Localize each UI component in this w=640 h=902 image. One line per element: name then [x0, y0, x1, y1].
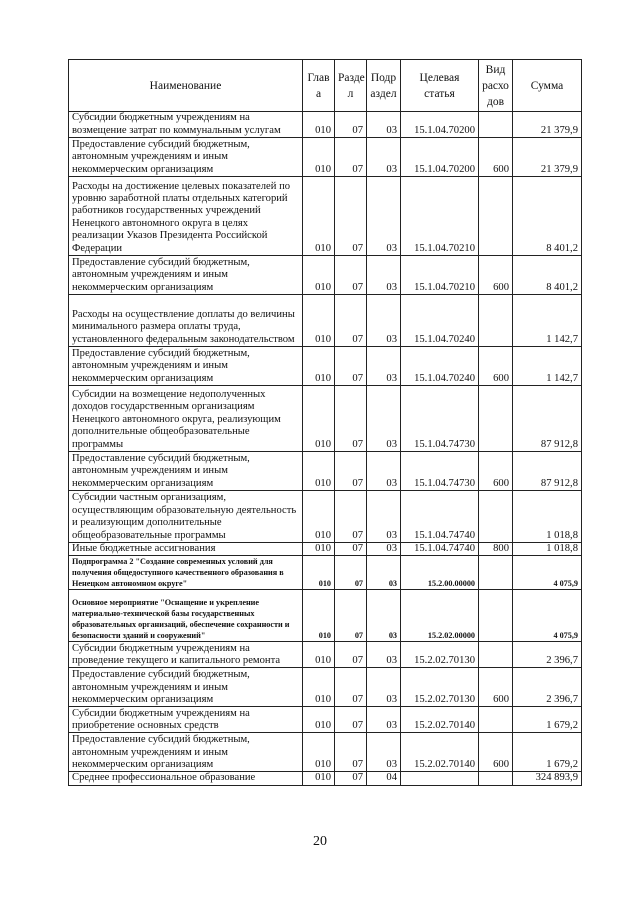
cell-name: Субсидии бюджетным учреждениям на проведение текущего и капитального ремонта	[69, 642, 303, 668]
cell-name: Подпрограмма 2 "Создание современных условий для получения общедоступного качественного образования в Ненецком автономном округе"	[69, 556, 303, 590]
cell-name: Субсидии бюджетным учреждениям на возмещение затрат по коммунальным услугам	[69, 112, 303, 138]
cell-podrazdel: 03	[367, 138, 401, 177]
cell-sum: 1 018,8	[513, 491, 582, 543]
cell-name: Предоставление субсидий бюджетным, автономным учреждениям и иным некоммерческим организациям	[69, 347, 303, 386]
cell-target: 15.1.04.70210	[401, 256, 479, 295]
cell-podrazdel: 03	[367, 295, 401, 347]
header-name: Наименование	[69, 60, 303, 112]
cell-razdel: 07	[335, 112, 367, 138]
table-row	[69, 138, 582, 177]
cell-razdel: 07	[335, 452, 367, 491]
table-row	[69, 543, 582, 556]
cell-vid	[479, 556, 513, 590]
cell-sum: 1 679,2	[513, 707, 582, 733]
cell-sum: 4 075,9	[513, 556, 582, 590]
cell-razdel: 07	[335, 733, 367, 772]
cell-sum: 21 379,9	[513, 138, 582, 177]
cell-glava: 010	[303, 590, 335, 642]
header-vid: Вид расхо дов	[479, 60, 513, 112]
cell-razdel: 07	[335, 707, 367, 733]
cell-podrazdel: 04	[367, 772, 401, 785]
cell-razdel: 07	[335, 177, 367, 256]
cell-target: 15.1.04.74740	[401, 491, 479, 543]
cell-sum: 1 142,7	[513, 347, 582, 386]
cell-glava: 010	[303, 733, 335, 772]
cell-glava: 010	[303, 668, 335, 707]
header-sum: Сумма	[513, 60, 582, 112]
header-target: Целевая статья	[401, 60, 479, 112]
cell-podrazdel: 03	[367, 543, 401, 556]
cell-vid: 800	[479, 543, 513, 556]
table-row	[69, 452, 582, 491]
cell-vid: 600	[479, 138, 513, 177]
cell-podrazdel: 03	[367, 642, 401, 668]
cell-name: Субсидии частным организациям, осуществляющим образовательную деятельность и реализующим дополнительные общеобразовательные программы	[69, 491, 303, 543]
table-row	[69, 556, 582, 590]
cell-sum: 1 018,8	[513, 543, 582, 556]
table-row	[69, 386, 582, 452]
cell-glava: 010	[303, 543, 335, 556]
cell-sum: 2 396,7	[513, 642, 582, 668]
cell-target: 15.2.02.00000	[401, 590, 479, 642]
cell-target: 15.1.04.70200	[401, 138, 479, 177]
cell-podrazdel: 03	[367, 177, 401, 256]
cell-podrazdel: 03	[367, 707, 401, 733]
cell-sum: 87 912,8	[513, 386, 582, 452]
cell-name: Расходы на достижение целевых показателей по уровню заработной платы отдельных категорий работников государственных учреждений Ненецкого автономного округа в целях реализации Указов Президента Российской Федерации	[69, 177, 303, 256]
cell-target: 15.2.02.70130	[401, 668, 479, 707]
table-row	[69, 772, 582, 785]
table-row	[69, 707, 582, 733]
table-row	[69, 590, 582, 642]
cell-target	[401, 772, 479, 785]
table-row	[69, 642, 582, 668]
cell-vid	[479, 177, 513, 256]
table-row	[69, 256, 582, 295]
cell-sum: 4 075,9	[513, 590, 582, 642]
cell-vid: 600	[479, 347, 513, 386]
table-row	[69, 347, 582, 386]
cell-podrazdel: 03	[367, 112, 401, 138]
cell-name: Субсидии бюджетным учреждениям на приобретение основных средств	[69, 707, 303, 733]
cell-sum: 2 396,7	[513, 668, 582, 707]
cell-razdel: 07	[335, 642, 367, 668]
cell-sum: 8 401,2	[513, 177, 582, 256]
table-row	[69, 668, 582, 707]
cell-glava: 010	[303, 386, 335, 452]
cell-name: Основное мероприятие "Оснащение и укрепление материально-технической базы государственных образовательных организаций, обеспечение сохранности и безопасности зданий и сооружений"	[69, 590, 303, 642]
cell-podrazdel: 03	[367, 590, 401, 642]
header-razdel: Разде л	[335, 60, 367, 112]
cell-razdel: 07	[335, 295, 367, 347]
cell-razdel: 07	[335, 386, 367, 452]
cell-podrazdel: 03	[367, 347, 401, 386]
cell-target: 15.1.04.74730	[401, 452, 479, 491]
cell-razdel: 07	[335, 138, 367, 177]
header-podrazdel: Подр аздел	[367, 60, 401, 112]
cell-razdel: 07	[335, 491, 367, 543]
cell-target: 15.1.04.74740	[401, 543, 479, 556]
cell-glava: 010	[303, 556, 335, 590]
cell-target: 15.1.04.70200	[401, 112, 479, 138]
cell-razdel: 07	[335, 668, 367, 707]
cell-vid	[479, 491, 513, 543]
cell-sum: 8 401,2	[513, 256, 582, 295]
cell-podrazdel: 03	[367, 556, 401, 590]
cell-glava: 010	[303, 138, 335, 177]
cell-sum: 324 893,9	[513, 772, 582, 785]
cell-name: Предоставление субсидий бюджетным, автономным учреждениям и иным некоммерческим организациям	[69, 138, 303, 177]
cell-podrazdel: 03	[367, 256, 401, 295]
table-row	[69, 295, 582, 347]
cell-target: 15.2.02.70130	[401, 642, 479, 668]
cell-vid	[479, 112, 513, 138]
cell-glava: 010	[303, 295, 335, 347]
cell-vid	[479, 772, 513, 785]
cell-razdel: 07	[335, 347, 367, 386]
cell-podrazdel: 03	[367, 491, 401, 543]
cell-name: Предоставление субсидий бюджетным, автономным учреждениям и иным некоммерческим организациям	[69, 452, 303, 491]
cell-name: Предоставление субсидий бюджетным, автономным учреждениям и иным некоммерческим организациям	[69, 668, 303, 707]
cell-vid: 600	[479, 256, 513, 295]
table-row	[69, 177, 582, 256]
cell-glava: 010	[303, 707, 335, 733]
cell-sum: 21 379,9	[513, 112, 582, 138]
cell-glava: 010	[303, 177, 335, 256]
table-header-row	[69, 60, 582, 112]
cell-vid	[479, 295, 513, 347]
cell-vid: 600	[479, 733, 513, 772]
cell-target: 15.2.00.00000	[401, 556, 479, 590]
cell-vid	[479, 386, 513, 452]
cell-target: 15.2.02.70140	[401, 707, 479, 733]
cell-target: 15.1.04.70210	[401, 177, 479, 256]
cell-target: 15.1.04.70240	[401, 295, 479, 347]
cell-name: Иные бюджетные ассигнования	[69, 543, 303, 556]
cell-name: Среднее профессиональное образование	[69, 772, 303, 785]
cell-podrazdel: 03	[367, 668, 401, 707]
cell-sum: 1 142,7	[513, 295, 582, 347]
cell-razdel: 07	[335, 256, 367, 295]
cell-podrazdel: 03	[367, 386, 401, 452]
cell-vid	[479, 642, 513, 668]
table-row	[69, 112, 582, 138]
cell-sum: 1 679,2	[513, 733, 582, 772]
cell-glava: 010	[303, 452, 335, 491]
cell-razdel: 07	[335, 590, 367, 642]
cell-podrazdel: 03	[367, 733, 401, 772]
cell-glava: 010	[303, 256, 335, 295]
cell-target: 15.2.02.70140	[401, 733, 479, 772]
header-glava: Глав а	[303, 60, 335, 112]
cell-vid	[479, 590, 513, 642]
cell-razdel: 07	[335, 772, 367, 785]
cell-vid: 600	[479, 668, 513, 707]
cell-name: Расходы на осуществление доплаты до величины минимального размера оплаты труда, установленного федеральным законодательством	[69, 295, 303, 347]
cell-sum: 87 912,8	[513, 452, 582, 491]
cell-glava: 010	[303, 642, 335, 668]
cell-podrazdel: 03	[367, 452, 401, 491]
budget-table	[68, 59, 582, 786]
cell-vid	[479, 707, 513, 733]
cell-target: 15.1.04.74730	[401, 386, 479, 452]
page-number: 20	[313, 834, 327, 849]
cell-razdel: 07	[335, 556, 367, 590]
cell-target: 15.1.04.70240	[401, 347, 479, 386]
cell-name: Субсидии на возмещение недополученных доходов государственным организациям Ненецкого автономного округа, реализующим дополнительные общеобразовательные программы	[69, 386, 303, 452]
cell-name: Предоставление субсидий бюджетным, автономным учреждениям и иным некоммерческим организациям	[69, 733, 303, 772]
cell-name: Предоставление субсидий бюджетным, автономным учреждениям и иным некоммерческим организациям	[69, 256, 303, 295]
table-row	[69, 491, 582, 543]
cell-glava: 010	[303, 112, 335, 138]
cell-razdel: 07	[335, 543, 367, 556]
table-row	[69, 733, 582, 772]
cell-glava: 010	[303, 772, 335, 785]
cell-glava: 010	[303, 491, 335, 543]
cell-glava: 010	[303, 347, 335, 386]
cell-vid: 600	[479, 452, 513, 491]
